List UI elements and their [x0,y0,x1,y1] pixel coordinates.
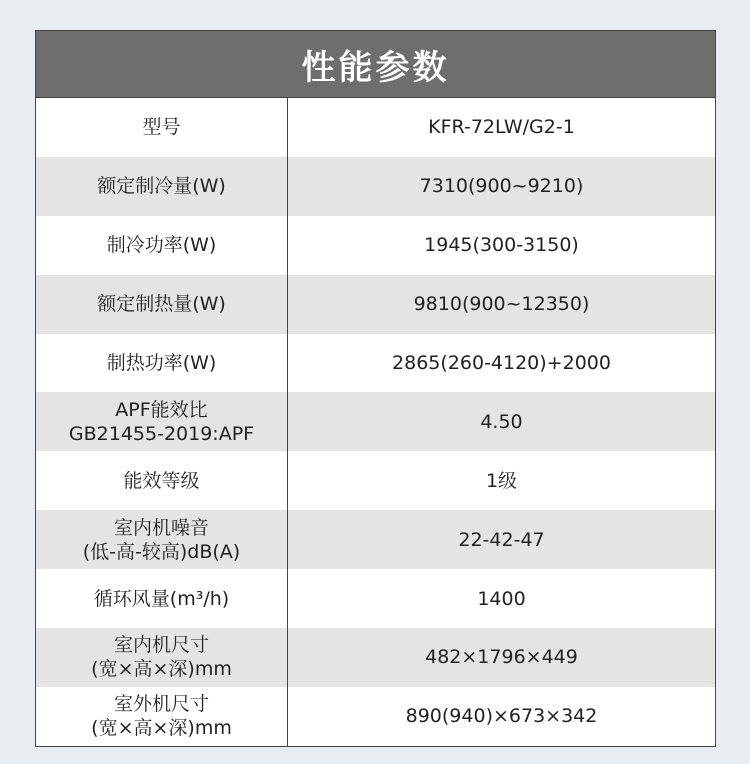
row-value-airflow: 1400 [477,587,526,610]
table-row [36,569,715,628]
row-label-indoor-noise: 室内机噪音 (低-高-较高)dB(A) [36,510,288,569]
row-label-airflow: 循环风量(m³/h) [36,569,288,628]
table-row [36,451,715,510]
row-value-apf: 4.50 [480,410,523,433]
row-value-indoor-size: 482×1796×449 [425,646,578,669]
row-label-model: 型号 [36,98,288,157]
table-row [36,157,715,216]
row-label-cooling-capacity: 额定制冷量(W) [36,157,288,216]
table-row [36,216,715,275]
row-label-outdoor-size: 室外机尺寸 (宽×高×深)mm [36,687,288,746]
row-value-outdoor-size: 890(940)×673×342 [405,705,598,728]
table-row [36,628,715,687]
spec-table [35,30,716,747]
row-value-heating-capacity: 9810(900~12350) [413,293,590,316]
table-row [36,275,715,334]
table-row [36,510,715,569]
row-value-cooling-capacity: 7310(900~9210) [419,175,584,198]
row-label-indoor-size: 室内机尺寸 (宽×高×深)mm [36,628,288,687]
row-value-efficiency-grade: 1级 [485,469,518,492]
row-value-heating-power: 2865(260-4120)+2000 [392,352,611,374]
table-row [36,98,715,157]
row-value-model: KFR-72LW/G2-1 [428,116,575,139]
table-row [36,392,715,451]
row-label-cooling-power: 制冷功率(W) [36,216,288,275]
table-row [36,687,715,746]
row-label-heating-capacity: 额定制热量(W) [36,275,288,334]
table-row [36,334,715,393]
row-value-cooling-power: 1945(300-3150) [424,234,579,257]
table-title: 性能参数 [36,31,715,98]
row-value-indoor-noise: 22-42-47 [458,528,545,551]
row-label-efficiency-grade: 能效等级 [36,451,288,510]
row-label-heating-power: 制热功率(W) [36,334,288,393]
row-label-apf: APF能效比 GB21455-2019:APF [36,392,288,451]
